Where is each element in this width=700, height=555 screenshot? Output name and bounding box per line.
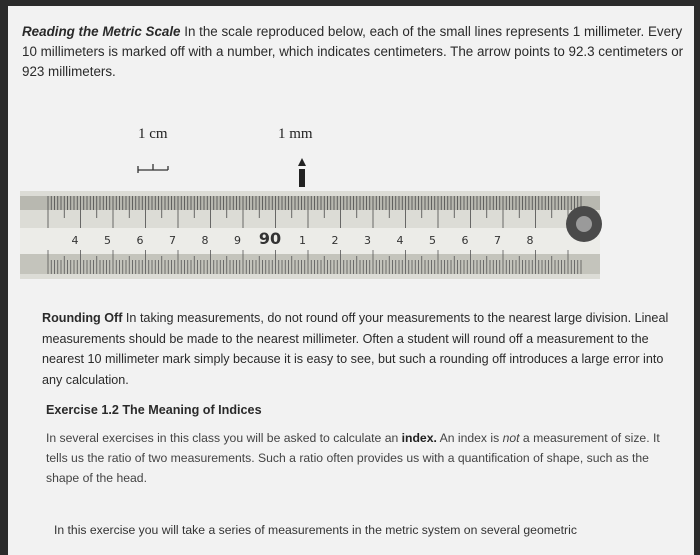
ruler-number: 2 <box>331 234 339 247</box>
index-term: index. <box>401 431 437 445</box>
indices-paragraph <box>46 428 670 488</box>
metric-scale-text: In the scale reproduced below, each of the small lines represents 1 millimeter. Every 10 millimeters is marked off with a number, which indicates centimeters. The arrow points to 92.3 centimeters or 923 millimeters. <box>22 24 684 79</box>
ruler-number: 8 <box>201 234 209 247</box>
ruler-number: 6 <box>461 234 469 247</box>
ruler-hole <box>576 216 592 232</box>
ruler-graphic <box>18 126 618 281</box>
indices-text-a: In several exercises in this class you will be asked to calculate an <box>46 431 402 445</box>
one-cm-label: 1 cm <box>138 126 168 142</box>
measurements-paragraph: In this exercise you will take a series of measurements in the metric system on several geometric <box>54 523 577 537</box>
ruler-number: 7 <box>169 234 176 247</box>
exercise-title: Exercise 1.2 The Meaning of Indices <box>46 403 262 417</box>
rounding-heading: Rounding Off <box>42 311 123 325</box>
ruler-number: 3 <box>364 234 371 247</box>
metric-scale-paragraph <box>22 22 686 82</box>
ruler-number: 6 <box>136 234 144 247</box>
ruler-number: 9 <box>234 234 241 247</box>
mm-marker <box>299 169 305 187</box>
ruler-number: 8 <box>526 234 534 247</box>
ruler-number: 7 <box>494 234 501 247</box>
ruler-number: 4 <box>71 234 79 247</box>
ruler-number: 5 <box>429 234 436 247</box>
ruler-number: 5 <box>104 234 111 247</box>
one-mm-label: 1 mm <box>278 126 313 142</box>
ruler-figure <box>18 126 618 281</box>
indices-text-c: An index is <box>436 431 503 445</box>
arrow-icon <box>298 158 306 166</box>
document-page <box>8 6 694 555</box>
ruler-number: 1 <box>299 234 306 247</box>
indices-text-e: a measurement of size. It tells us the ratio of two measurements. Such a ratio often provides us with a quantification of shape, such as the shape of the head. <box>46 431 660 485</box>
rounding-text: In taking measurements, do not round off your measurements to the nearest large division. Lineal measurements should be made to the nearest millimeter. Often a student will round off a measurement to the nearest 10 millimeter mark simply because it is easy to see, but such a rounding off introduces a large error into any calculation. <box>42 311 669 387</box>
not-emphasis: not <box>502 431 520 445</box>
metric-scale-heading: Reading the Metric Scale <box>22 24 181 39</box>
ruler-number: 90 <box>258 229 282 248</box>
ruler-number: 4 <box>396 234 404 247</box>
rounding-paragraph <box>42 308 672 390</box>
cm-bracket <box>138 164 168 173</box>
